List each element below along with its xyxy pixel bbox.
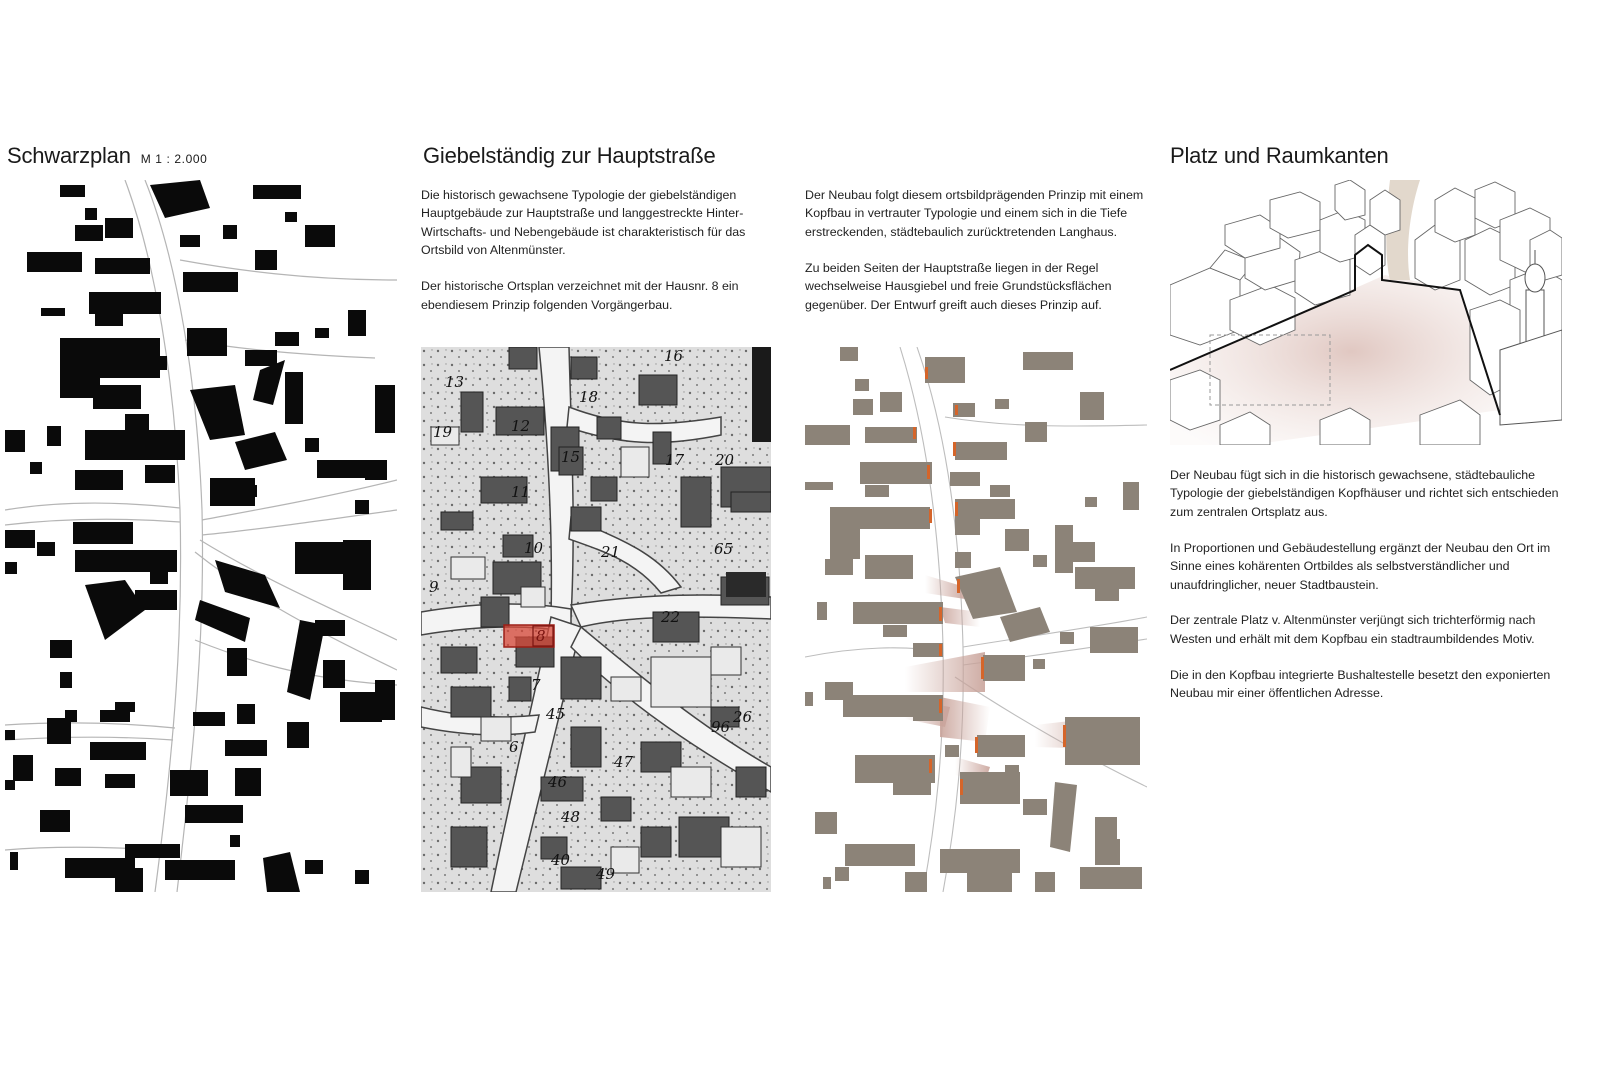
figure-ground-svg	[5, 180, 397, 892]
giebel-paragraph-2: Der historische Ortsplan verzeichnet mit der Hausnr. 8 ein ebendiesem Prinzip folgenden Vorgängerbau.	[421, 279, 739, 312]
building-footprints	[5, 180, 395, 892]
map-label: 47	[614, 753, 634, 771]
giebel-title: Giebelständig zur Hauptstraße	[423, 143, 716, 168]
dark-edge-building	[752, 347, 771, 442]
giebel-text	[421, 186, 781, 331]
historic-map-svg	[421, 347, 771, 892]
platz-title: Platz und Raumkanten	[1170, 143, 1389, 168]
map-label: 21	[601, 543, 621, 561]
map-label: 26	[733, 708, 753, 726]
schwarzplan-title-text: Schwarzplan	[7, 143, 131, 168]
map-label: 96	[711, 718, 731, 736]
map-label: 18	[579, 388, 599, 406]
platz-paragraph-4: Die in den Kopfbau integrierte Bushaltestelle besetzt den exponierten Neubau mir einer öffentlichen Adresse.	[1170, 667, 1551, 701]
perspective-sketch	[1170, 180, 1562, 445]
gable-diagram-svg	[805, 347, 1147, 892]
map-label: 15	[561, 448, 581, 466]
map-label: 65	[714, 540, 734, 558]
map-label: 11	[511, 483, 531, 501]
map-label: 46	[548, 773, 568, 791]
map-label: 20	[715, 451, 735, 469]
map-label: 16	[664, 347, 684, 365]
map-label: 45	[546, 705, 566, 723]
house-8-highlight	[504, 625, 554, 647]
map-label: 7	[531, 676, 541, 694]
map-label: 13	[445, 373, 465, 391]
neubau-text	[805, 186, 1161, 331]
giebel-paragraph-1: Die historisch gewachsene Typologie der giebelständigen Hauptgebäude zur Hauptstraße und langgestreckte Hinter- Wirtschafts- und Nebengebäude ist charakteristisch für das Ortsbild von Altenmünster.	[421, 188, 746, 258]
map-label-house-8: 8	[536, 627, 546, 645]
map-label: 10	[524, 539, 544, 557]
map-label: 17	[665, 451, 685, 469]
map-label: 22	[661, 608, 681, 626]
gable-diagram	[805, 347, 1147, 892]
scale-label: M 1 : 2.000	[140, 152, 208, 166]
neubau-paragraph-1: Der Neubau folgt diesem ortsbildprägenden Prinzip mit einem Kopfbau in vertrauter Typologie und einem sich in die Tiefe erstreckenden, städtebaulich zurücktretenden Langhaus.	[805, 188, 1144, 239]
neubau-paragraph-2: Zu beiden Seiten der Hauptstraße liegen in der Regel wechselweise Hausgiebel und freie Grundstücksflächen gegenüber. Der Entwurf greift auch dieses Prinzip auf.	[805, 260, 1112, 312]
figure-ground-plan	[5, 180, 397, 892]
platz-text	[1170, 466, 1562, 720]
map-label: 40	[551, 851, 571, 869]
map-label: 6	[509, 738, 519, 756]
map-label: 12	[511, 417, 531, 435]
schwarzplan-title	[7, 143, 207, 169]
map-label: 49	[596, 865, 616, 883]
map-label: 9	[429, 578, 439, 596]
map-label: 48	[561, 808, 581, 826]
dark-building-65	[726, 572, 766, 597]
platz-paragraph-2: In Proportionen und Gebäudestellung ergänzt der Neubau den Ort im Sinne eines kohärenten Ortbildes als selbstverständlicher und unaufdringlicher, neuer Stadtbaustein.	[1170, 540, 1551, 592]
historic-map	[421, 347, 771, 892]
platz-paragraph-1: Der Neubau fügt sich in die historisch gewachsene, städtebauliche Typologie der giebelständigen Kopfhäuser und richtet sich entschieden zum zentralen Ortsplatz aus.	[1170, 468, 1559, 519]
perspective-sketch-svg	[1170, 180, 1562, 445]
platz-paragraph-3: Der zentrale Platz v. Altenmünster verjüngt sich trichterförmig nach Westen und erhält mit dem Kopfbau ein stadtraumbildendes Motiv.	[1170, 613, 1536, 646]
map-label: 19	[433, 423, 453, 441]
